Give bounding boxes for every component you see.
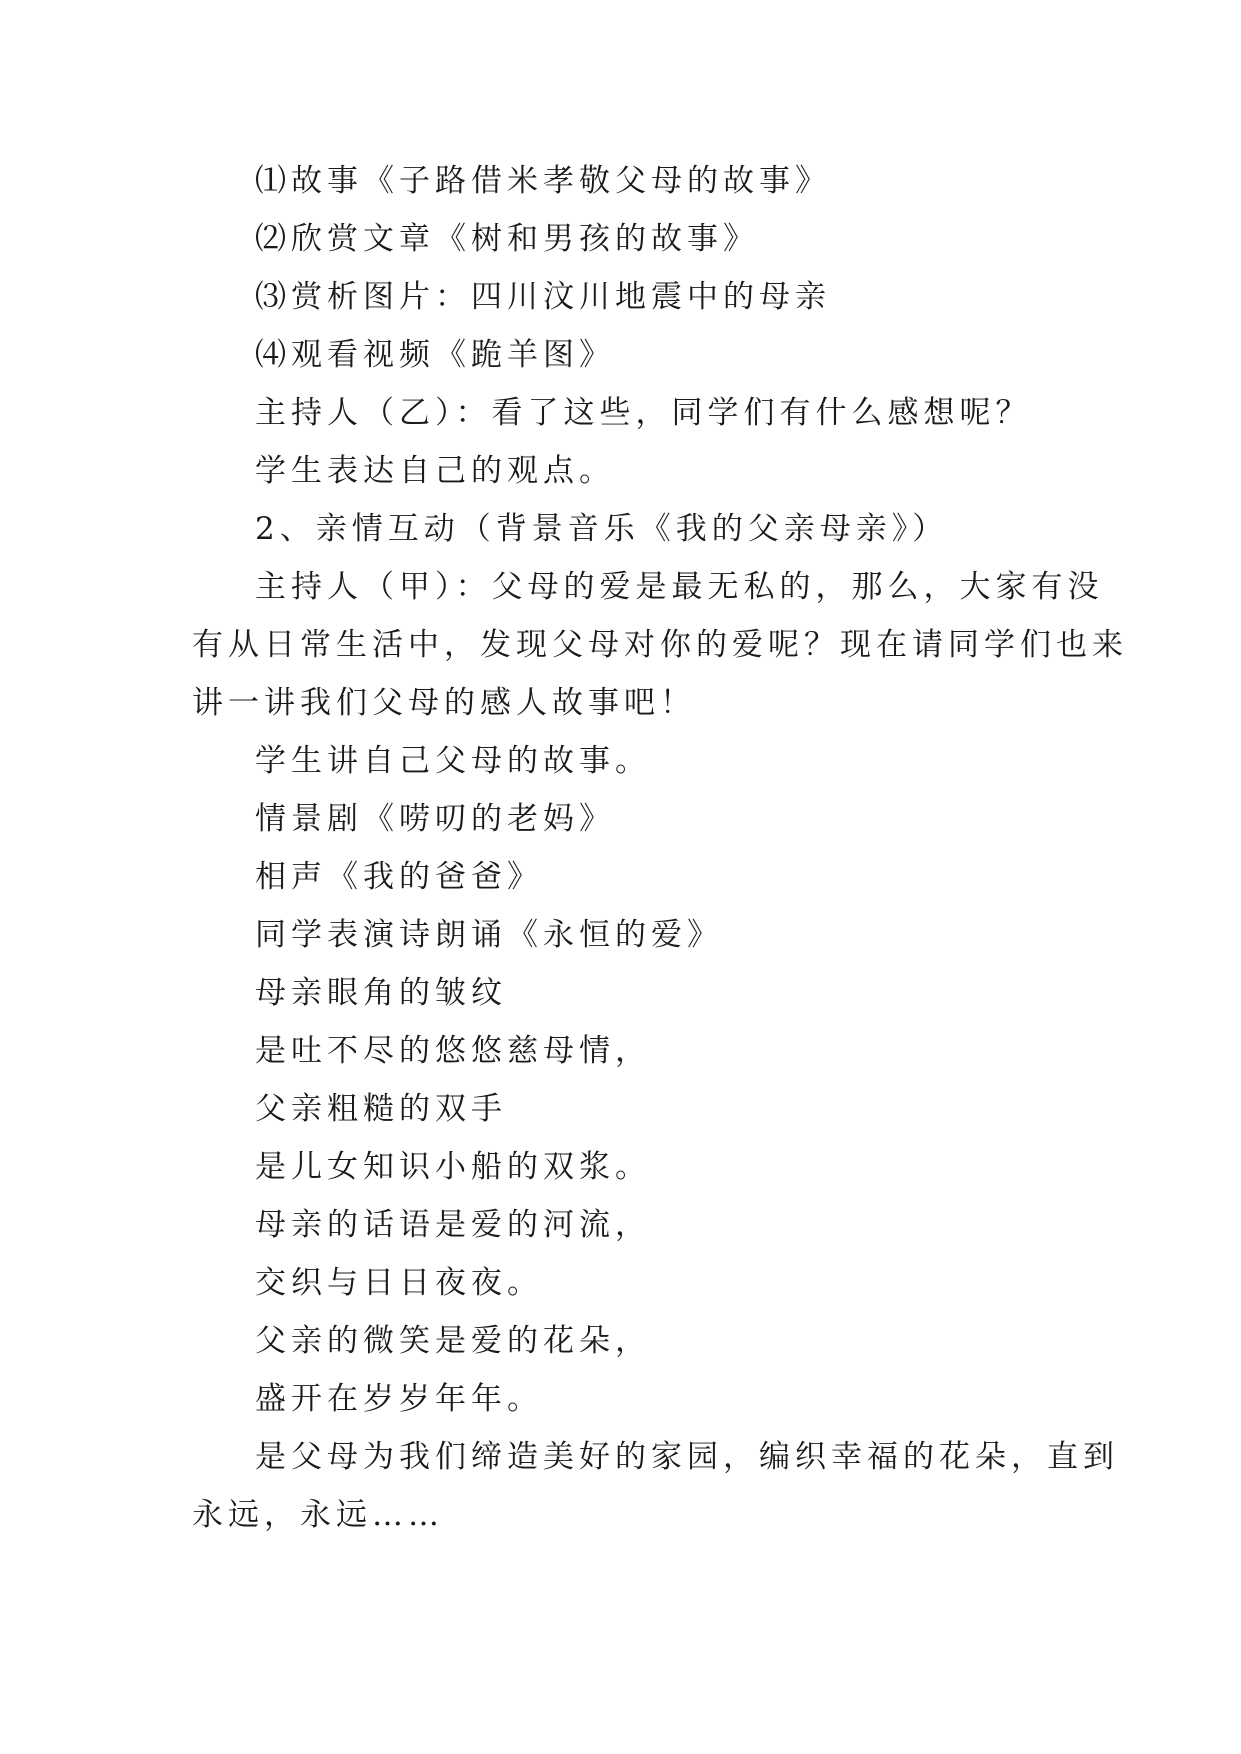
poem-line: 是吐不尽的悠悠慈母情， xyxy=(255,1033,651,1069)
section-heading: 2、亲情互动（背景音乐《我的父亲母亲》） xyxy=(255,511,949,547)
paragraph xyxy=(192,558,1128,732)
poem-line: 父亲的微笑是爱的花朵， xyxy=(255,1323,651,1359)
text-line: 同学表演诗朗诵《永恒的爱》 xyxy=(255,917,723,953)
poem-line: 母亲眼角的皱纹 xyxy=(255,975,507,1011)
paragraph xyxy=(192,1428,1119,1544)
document-body xyxy=(192,152,1128,1544)
paragraph-line: 主持人（甲）：父母的爱是最无私的，那么，大家有没 xyxy=(255,569,1104,605)
text-line: ⑴故事《子路借米孝敬父母的故事》 xyxy=(255,163,831,199)
text-line: ⑷观看视频《跪羊图》 xyxy=(255,337,615,373)
text-line: 学生讲自己父母的故事。 xyxy=(255,743,651,779)
poem-line: 盛开在岁岁年年。 xyxy=(255,1381,543,1417)
paragraph-line: 有从日常生活中，发现父母对你的爱呢？现在请同学们也来 xyxy=(192,627,1128,663)
poem-line: 父亲粗糙的双手 xyxy=(255,1091,507,1127)
paragraph-line: 讲一讲我们父母的感人故事吧！ xyxy=(192,685,696,721)
text-line: ⑵欣赏文章《树和男孩的故事》 xyxy=(255,221,759,257)
text-line: 相声《我的爸爸》 xyxy=(255,859,543,895)
paragraph-line: 是父母为我们缔造美好的家园，编织幸福的花朵，直到 xyxy=(255,1439,1119,1475)
poem-line: 是儿女知识小船的双浆。 xyxy=(255,1149,651,1185)
text-line: ⑶赏析图片：四川汶川地震中的母亲 xyxy=(255,279,831,315)
text-line: 主持人（乙）：看了这些，同学们有什么感想呢？ xyxy=(255,395,1032,431)
poem-line: 交织与日日夜夜。 xyxy=(255,1265,543,1301)
paragraph-line: 永远，永远…… xyxy=(192,1497,444,1533)
text-line: 情景剧《唠叨的老妈》 xyxy=(255,801,615,837)
text-line: 学生表达自己的观点。 xyxy=(255,453,615,489)
poem-line: 母亲的话语是爱的河流， xyxy=(255,1207,651,1243)
